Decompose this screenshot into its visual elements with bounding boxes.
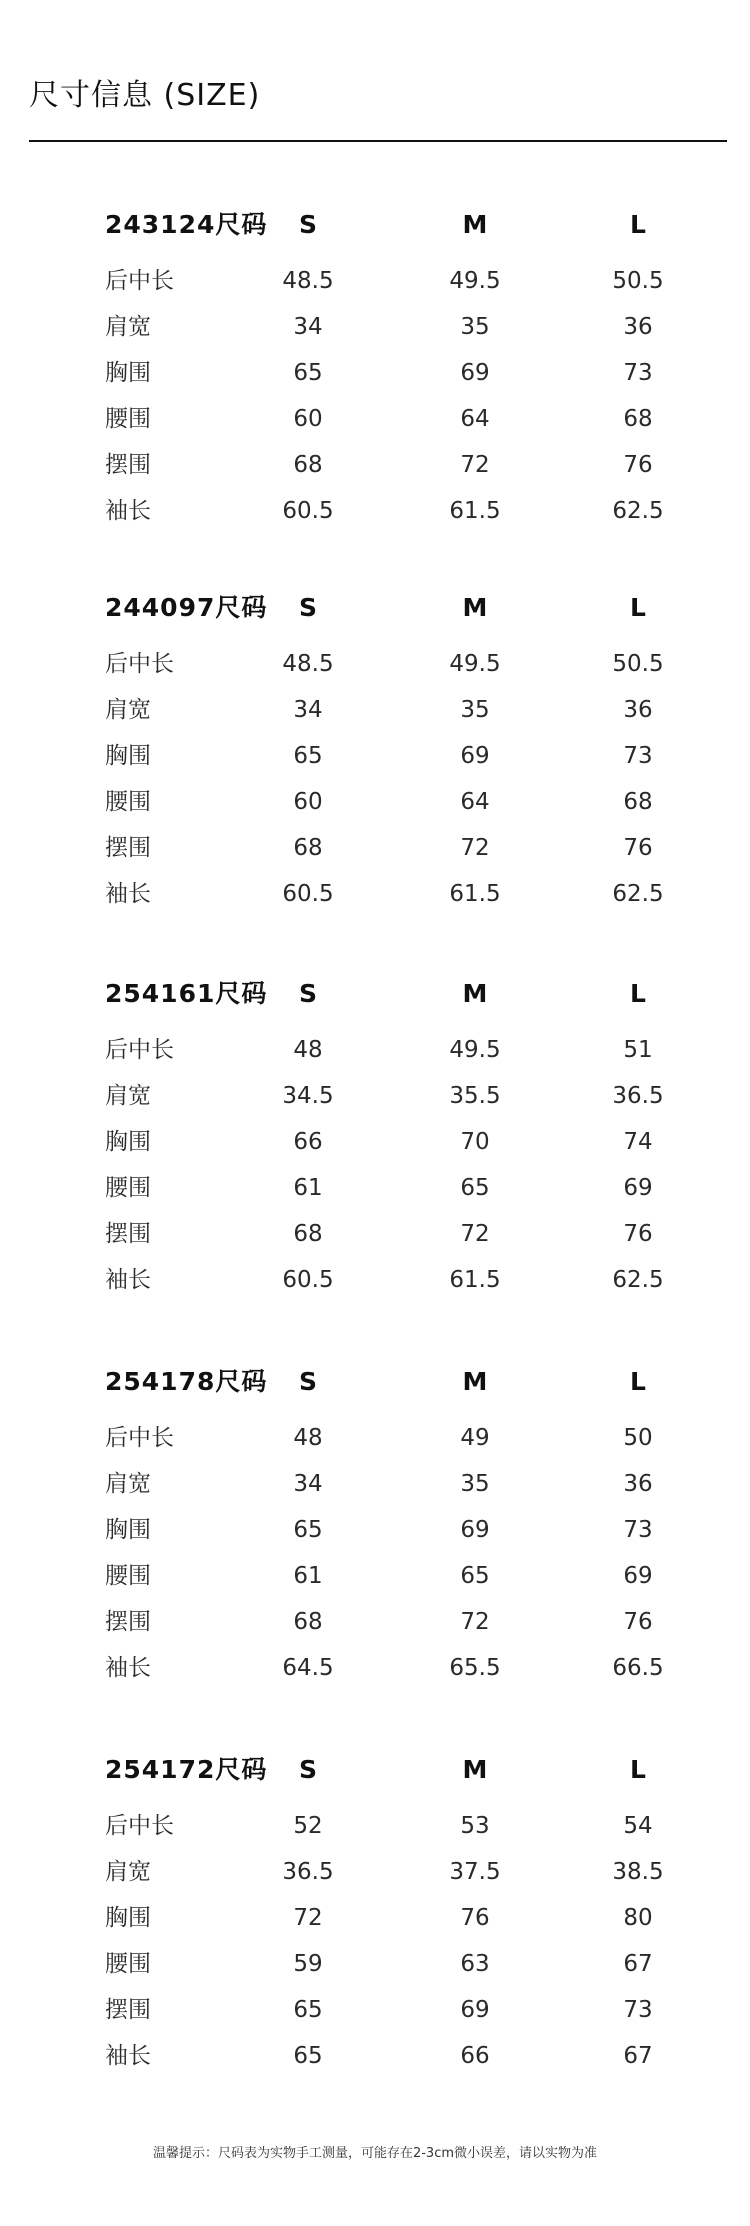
- value-l: 73: [623, 743, 653, 769]
- page-title: 尺寸信息 (SIZE): [29, 78, 261, 113]
- value-m: 64: [460, 406, 490, 432]
- measure-label: 胸围: [105, 1129, 151, 1155]
- value-l: 73: [623, 1517, 653, 1543]
- size-header-m: M: [462, 593, 488, 622]
- value-m: 72: [460, 1221, 490, 1247]
- value-s: 72: [293, 1905, 323, 1931]
- size-table-243124: [0, 205, 750, 535]
- value-s: 48.5: [282, 268, 334, 294]
- table-row: [0, 1418, 750, 1458]
- value-s: 34: [293, 1471, 323, 1497]
- measure-label: 肩宽: [105, 1083, 151, 1109]
- size-header-l: L: [630, 593, 646, 622]
- product-code-label: 243124尺码: [105, 210, 268, 239]
- value-l: 50: [623, 1425, 653, 1451]
- value-s: 65: [293, 360, 323, 386]
- table-row: [0, 782, 750, 822]
- measure-label: 袖长: [105, 1655, 151, 1681]
- value-l: 36: [623, 1471, 653, 1497]
- value-m: 69: [460, 1997, 490, 2023]
- value-l: 38.5: [612, 1859, 664, 1885]
- value-m: 37.5: [449, 1859, 501, 1885]
- value-m: 76: [460, 1905, 490, 1931]
- value-s: 68: [293, 452, 323, 478]
- size-table-header: [0, 974, 750, 1014]
- value-l: 69: [623, 1175, 653, 1201]
- measure-label: 胸围: [105, 1517, 151, 1543]
- value-s: 34.5: [282, 1083, 334, 1109]
- value-l: 73: [623, 360, 653, 386]
- value-m: 61.5: [449, 881, 501, 907]
- measure-label: 胸围: [105, 360, 151, 386]
- value-l: 36: [623, 314, 653, 340]
- measure-label: 后中长: [105, 1037, 174, 1063]
- measure-label: 袖长: [105, 881, 151, 907]
- size-table-254178: [0, 1362, 750, 1692]
- value-m: 35: [460, 1471, 490, 1497]
- measure-label: 摆围: [105, 1221, 151, 1247]
- value-l: 51: [623, 1037, 653, 1063]
- value-l: 66.5: [612, 1655, 664, 1681]
- value-s: 64.5: [282, 1655, 334, 1681]
- value-s: 65: [293, 1517, 323, 1543]
- value-s: 34: [293, 314, 323, 340]
- size-table-header: [0, 1750, 750, 1790]
- size-header-m: M: [462, 1755, 488, 1784]
- size-header-s: S: [298, 1755, 317, 1784]
- value-m: 61.5: [449, 498, 501, 524]
- table-row: [0, 874, 750, 914]
- value-s: 60: [293, 789, 323, 815]
- value-m: 49.5: [449, 1037, 501, 1063]
- measure-label: 后中长: [105, 651, 174, 677]
- size-table-244097: [0, 588, 750, 918]
- size-header-s: S: [298, 210, 317, 239]
- value-m: 66: [460, 2043, 490, 2069]
- value-m: 61.5: [449, 1267, 501, 1293]
- measure-label: 摆围: [105, 1609, 151, 1635]
- size-header-s: S: [298, 1367, 317, 1396]
- value-m: 49.5: [449, 651, 501, 677]
- value-l: 76: [623, 1221, 653, 1247]
- value-s: 61: [293, 1563, 323, 1589]
- product-code-label: 254172尺码: [105, 1755, 268, 1784]
- measure-label: 腰围: [105, 1563, 151, 1589]
- value-s: 68: [293, 1221, 323, 1247]
- value-m: 64: [460, 789, 490, 815]
- size-table-header: [0, 588, 750, 628]
- value-m: 65: [460, 1175, 490, 1201]
- value-l: 62.5: [612, 881, 664, 907]
- measure-label: 摆围: [105, 1997, 151, 2023]
- value-m: 35: [460, 697, 490, 723]
- value-l: 68: [623, 406, 653, 432]
- size-table-header: [0, 205, 750, 245]
- value-m: 70: [460, 1129, 490, 1155]
- table-row: [0, 690, 750, 730]
- table-row: [0, 1648, 750, 1688]
- measure-label: 后中长: [105, 268, 174, 294]
- value-l: 50.5: [612, 268, 664, 294]
- value-l: 69: [623, 1563, 653, 1589]
- value-s: 34: [293, 697, 323, 723]
- value-m: 49: [460, 1425, 490, 1451]
- title-divider: [29, 140, 727, 142]
- value-m: 53: [460, 1813, 490, 1839]
- value-m: 49.5: [449, 268, 501, 294]
- table-row: [0, 1076, 750, 1116]
- table-row: [0, 644, 750, 684]
- table-row: [0, 1260, 750, 1300]
- table-row: [0, 261, 750, 301]
- measurement-note: 温馨提示：尺码表为实物手工测量，可能存在2-3cm微小误差，请以实物为准: [152, 2146, 598, 2161]
- value-l: 62.5: [612, 1267, 664, 1293]
- measure-label: 腰围: [105, 1951, 151, 1977]
- value-l: 76: [623, 452, 653, 478]
- measure-label: 胸围: [105, 1905, 151, 1931]
- table-row: [0, 1944, 750, 1984]
- value-l: 67: [623, 1951, 653, 1977]
- value-s: 68: [293, 1609, 323, 1635]
- table-row: [0, 828, 750, 868]
- value-l: 80: [623, 1905, 653, 1931]
- measure-label: 腰围: [105, 1175, 151, 1201]
- value-l: 76: [623, 1609, 653, 1635]
- measure-label: 后中长: [105, 1425, 174, 1451]
- size-header-m: M: [462, 210, 488, 239]
- measure-label: 胸围: [105, 743, 151, 769]
- measure-label: 腰围: [105, 406, 151, 432]
- table-row: [0, 1602, 750, 1642]
- value-m: 35.5: [449, 1083, 501, 1109]
- value-l: 36: [623, 697, 653, 723]
- value-l: 50.5: [612, 651, 664, 677]
- table-row: [0, 1510, 750, 1550]
- value-s: 36.5: [282, 1859, 334, 1885]
- value-m: 65.5: [449, 1655, 501, 1681]
- value-s: 60.5: [282, 1267, 334, 1293]
- measure-label: 袖长: [105, 498, 151, 524]
- table-row: [0, 1806, 750, 1846]
- value-s: 60: [293, 406, 323, 432]
- table-row: [0, 1852, 750, 1892]
- product-code-label: 254161尺码: [105, 979, 268, 1008]
- value-m: 63: [460, 1951, 490, 1977]
- table-row: [0, 353, 750, 393]
- value-s: 48: [293, 1037, 323, 1063]
- size-header-s: S: [298, 979, 317, 1008]
- value-s: 59: [293, 1951, 323, 1977]
- value-m: 69: [460, 743, 490, 769]
- value-l: 67: [623, 2043, 653, 2069]
- size-header-l: L: [630, 1755, 646, 1784]
- table-row: [0, 399, 750, 439]
- size-header-l: L: [630, 210, 646, 239]
- value-s: 66: [293, 1129, 323, 1155]
- size-header-l: L: [630, 979, 646, 1008]
- value-s: 61: [293, 1175, 323, 1201]
- table-row: [0, 491, 750, 531]
- table-row: [0, 736, 750, 776]
- value-s: 48.5: [282, 651, 334, 677]
- table-row: [0, 1030, 750, 1070]
- value-m: 72: [460, 1609, 490, 1635]
- product-code-label: 244097尺码: [105, 593, 268, 622]
- value-l: 76: [623, 835, 653, 861]
- value-m: 35: [460, 314, 490, 340]
- size-header-m: M: [462, 979, 488, 1008]
- value-l: 36.5: [612, 1083, 664, 1109]
- measure-label: 摆围: [105, 452, 151, 478]
- size-table-254172: [0, 1750, 750, 2080]
- size-table-header: [0, 1362, 750, 1402]
- value-l: 62.5: [612, 498, 664, 524]
- value-s: 48: [293, 1425, 323, 1451]
- value-s: 52: [293, 1813, 323, 1839]
- size-header-s: S: [298, 593, 317, 622]
- measure-label: 肩宽: [105, 697, 151, 723]
- value-m: 69: [460, 1517, 490, 1543]
- measure-label: 后中长: [105, 1813, 174, 1839]
- value-s: 60.5: [282, 498, 334, 524]
- measure-label: 肩宽: [105, 314, 151, 340]
- measure-label: 腰围: [105, 789, 151, 815]
- value-l: 74: [623, 1129, 653, 1155]
- table-row: [0, 1556, 750, 1596]
- table-row: [0, 1990, 750, 2030]
- value-m: 72: [460, 452, 490, 478]
- measure-label: 摆围: [105, 835, 151, 861]
- value-s: 68: [293, 835, 323, 861]
- table-row: [0, 1898, 750, 1938]
- table-row: [0, 1168, 750, 1208]
- size-header-l: L: [630, 1367, 646, 1396]
- table-row: [0, 307, 750, 347]
- size-header-m: M: [462, 1367, 488, 1396]
- value-m: 72: [460, 835, 490, 861]
- value-l: 68: [623, 789, 653, 815]
- value-s: 60.5: [282, 881, 334, 907]
- value-m: 65: [460, 1563, 490, 1589]
- value-l: 54: [623, 1813, 653, 1839]
- value-s: 65: [293, 743, 323, 769]
- value-s: 65: [293, 1997, 323, 2023]
- table-row: [0, 445, 750, 485]
- table-row: [0, 2036, 750, 2076]
- value-l: 73: [623, 1997, 653, 2023]
- table-row: [0, 1122, 750, 1162]
- product-code-label: 254178尺码: [105, 1367, 268, 1396]
- measure-label: 肩宽: [105, 1859, 151, 1885]
- value-m: 69: [460, 360, 490, 386]
- value-s: 65: [293, 2043, 323, 2069]
- table-row: [0, 1464, 750, 1504]
- measure-label: 袖长: [105, 1267, 151, 1293]
- measure-label: 肩宽: [105, 1471, 151, 1497]
- size-table-254161: [0, 974, 750, 1304]
- measure-label: 袖长: [105, 2043, 151, 2069]
- table-row: [0, 1214, 750, 1254]
